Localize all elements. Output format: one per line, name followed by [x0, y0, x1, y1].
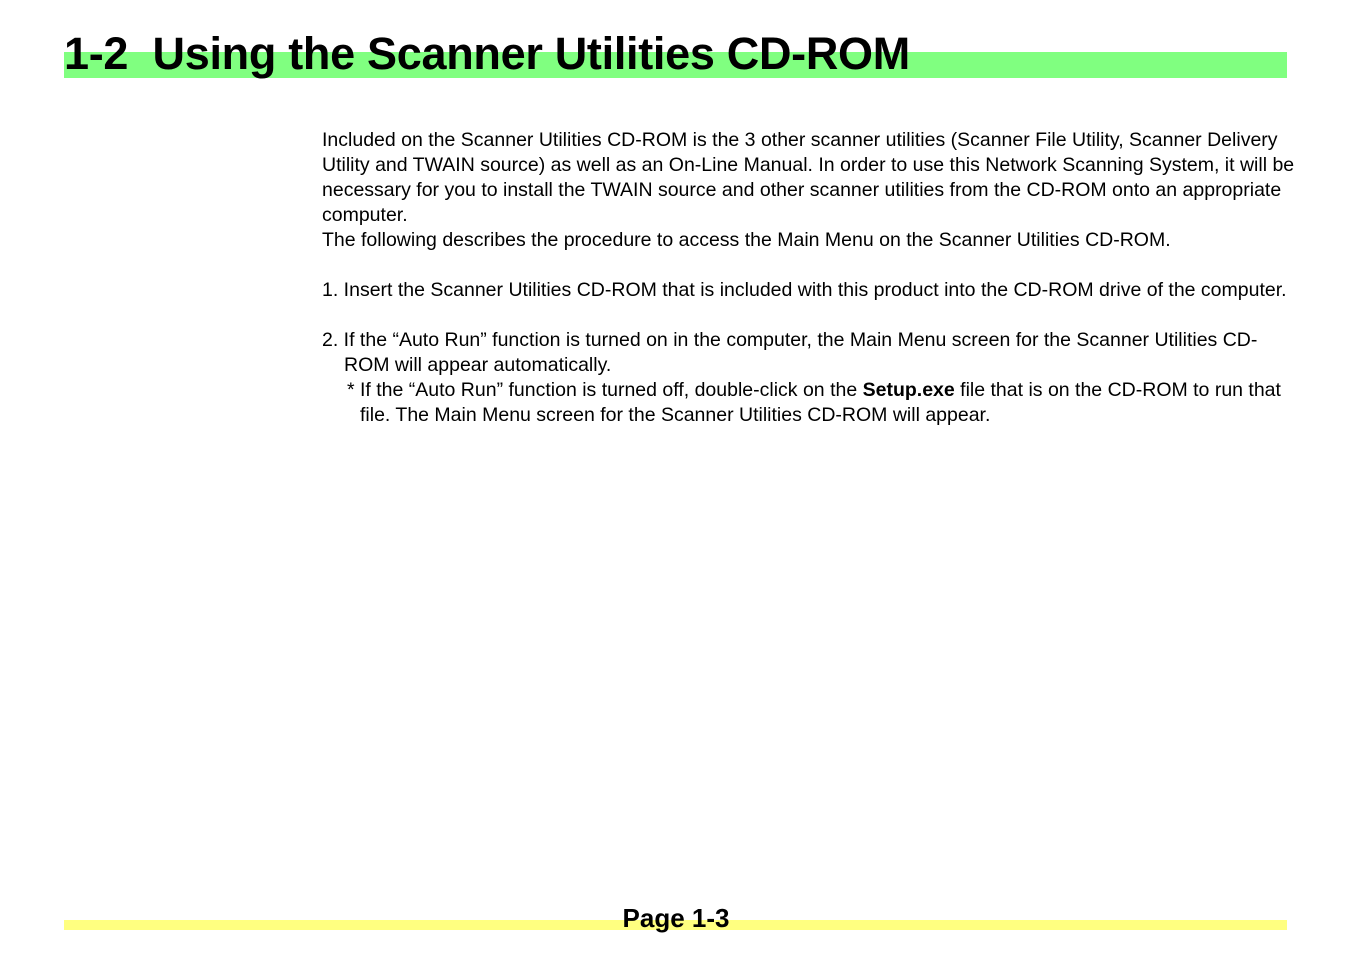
page-title: 1-2 Using the Scanner Utilities CD-ROM [64, 28, 910, 79]
note-text-after: file that is on the CD-ROM to run that file. The Main Menu screen for the Scanner Utilities CD-ROM will appear. [360, 379, 1281, 426]
intro-paragraph: Included on the Scanner Utilities CD-ROM is the 3 other scanner utilities (Scanner File Utility, Scanner Delivery Utility and TWAIN source) as well as an On-Line Manual. In order to use this Network Scanning System, it will be necessary for you to install the TWAIN source and other scanner utilities from the CD-ROM onto an appropriate computer. [322, 129, 1295, 226]
setup-exe-filename: Setup.exe [862, 379, 955, 401]
page-number: Page 1-3 [622, 903, 730, 933]
procedure-intro: The following describes the procedure to access the Main Menu on the Scanner Utilities CD-ROM. [322, 229, 1171, 251]
step-2: 2. If the “Auto Run” function is turned on in the computer, the Main Menu screen for the Scanner Utilities CD-ROM will appear automatically. [322, 329, 1258, 376]
step-2-note [347, 378, 1297, 428]
main-content [322, 128, 1297, 428]
note-text-before: * If the “Auto Run” function is turned off, double-click on the [347, 379, 863, 401]
spacer [322, 303, 1297, 328]
spacer [322, 253, 1297, 278]
step-1: 1. Insert the Scanner Utilities CD-ROM that is included with this product into the CD-ROM drive of the computer. [322, 279, 1287, 301]
